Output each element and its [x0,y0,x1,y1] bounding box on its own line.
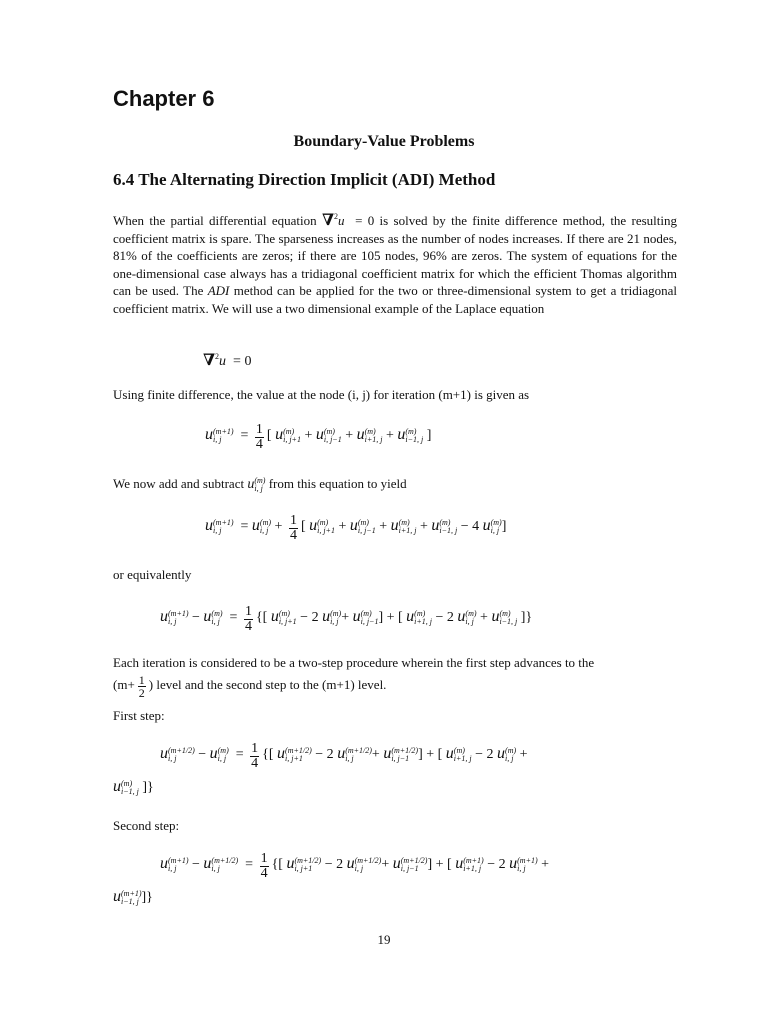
intro-text-2: is solved by the finite difference method, the resulting coefficient matrix is spare. The sparseness increases as the number of nodes increases. If there are 21 nodes, 81% of the coefficients are zeros; if there are 105 nodes, 96% are zeros. The system of equations for the one-dimensional case always has a tridiagonal coefficient matrix for which the efficient Thomas algorithm can be used. The [113,213,677,299]
text-level-post: ) level and the second step to the (m+1) level. [148,677,387,692]
equation-second-step: u (m+1) i, j − u (m+1/2) i, j = $\frac{1}{4}$ {[ u (m+1/2) i, j+1 − 2 u (m+1/2) i, j + u (m+1/2) i, j−1 ] + [ u (m+1) i+1, j − 2 u (m+1) i, j + [160,851,550,881]
page-number: 19 [377,932,391,947]
section-heading: 6.4 The Alternating Direction Implicit (ADI) Method [113,170,496,189]
text-level: (m+ $\frac{1}{2}$ ) level and the second step to the (m+1) level. [113,673,387,700]
equation-add-subtract: u (m+1) i, j = u (m) i, j + $\frac{1}{4}$ [ u (m) i, j+1 + u (m) i, j−1 + u (m) i+1, j + u (m) i−1, j − 4 u (m) i, j ] [205,513,507,543]
laplace-rhs: = 0 [233,354,252,369]
nabla-symbol: ∇ [321,212,334,229]
page-title: Boundary-Value Problems [293,133,475,150]
intro-eq: = 0 [355,213,375,228]
chapter-heading: Chapter 6 [113,86,215,111]
equation-first-step: u (m+1/2) i, j − u (m) i, j = $\frac{1}{4}$ {[ u (m+1/2) i, j+1 − 2 u (m+1/2) i, j + u (m+1/2) i, j−1 ] + [ u (m) i+1, j − 2 u (m) i, j + [160,741,528,771]
text-level-pre: (m+ [113,677,135,692]
text-iteration: Each iteration is considered to be a two-step procedure wherein the first step advances to the [113,655,595,670]
text-add-pre: We now add and subtract [113,476,245,491]
text-add-post: from this equation to yield [268,476,407,491]
adi-term: ADI [207,283,230,299]
first-step-label: First step: [113,708,165,723]
text-finite-difference: Using finite difference, the value at the node (i, j) for iteration (m+1) is given as [113,387,530,402]
equation-second-step-cont: u (m+1) i−1, j ]} [113,888,153,906]
intro-text-3: method can be applied for the two or three-dimensional system to get a tridiagonal coefficient matrix. We will use a two dimensional example of the Laplace equation [113,283,677,316]
equation-first-step-cont: u (m) i−1, j ]} [113,778,154,796]
equation-iteration: u (m+1) i, j = $\frac{1}{4}$ [ u (m) i, j+1 + u (m) i, j−1 + u (m) i+1, j + u (m) i−1, j ] [205,422,432,452]
laplace-equation: ∇$^2$u = 0 [203,352,252,369]
text-add-subtract: We now add and subtract u (m) i, j from this equation to yield [113,476,407,493]
text-equivalently: or equivalently [113,567,192,582]
intro-paragraph: When the partial differential equation ∇$^2$u = 0 is solved by the finite difference method, the resulting coefficient matrix is spare. The sparseness increases as the number of nodes increases. If there are 21 nodes, 81% of the coefficients are zeros; if there are 105 nodes, 96% are zeros. The system of equations for the one-dimensional case always has a tridiagonal coefficient matrix for which the efficient Thomas algorithm can be used. The ADI method can be applied for the two or three-dimensional system to get a tridiagonal coefficient matrix. We will use a two dimensional example of the Laplace equation [113,212,677,316]
intro-text-1: When the partial differential equation [113,213,322,228]
equation-equivalent: u (m+1) i, j − u (m) i, j = $\frac{1}{4}$ {[ u (m) i, j+1 − 2 u (m) i, j + u (m) i, j−1 ] + [ u (m) i+1, j − 2 u (m) i, j + u (m) i−1, j ]} [160,604,533,634]
second-step-label: Second step: [113,818,180,833]
